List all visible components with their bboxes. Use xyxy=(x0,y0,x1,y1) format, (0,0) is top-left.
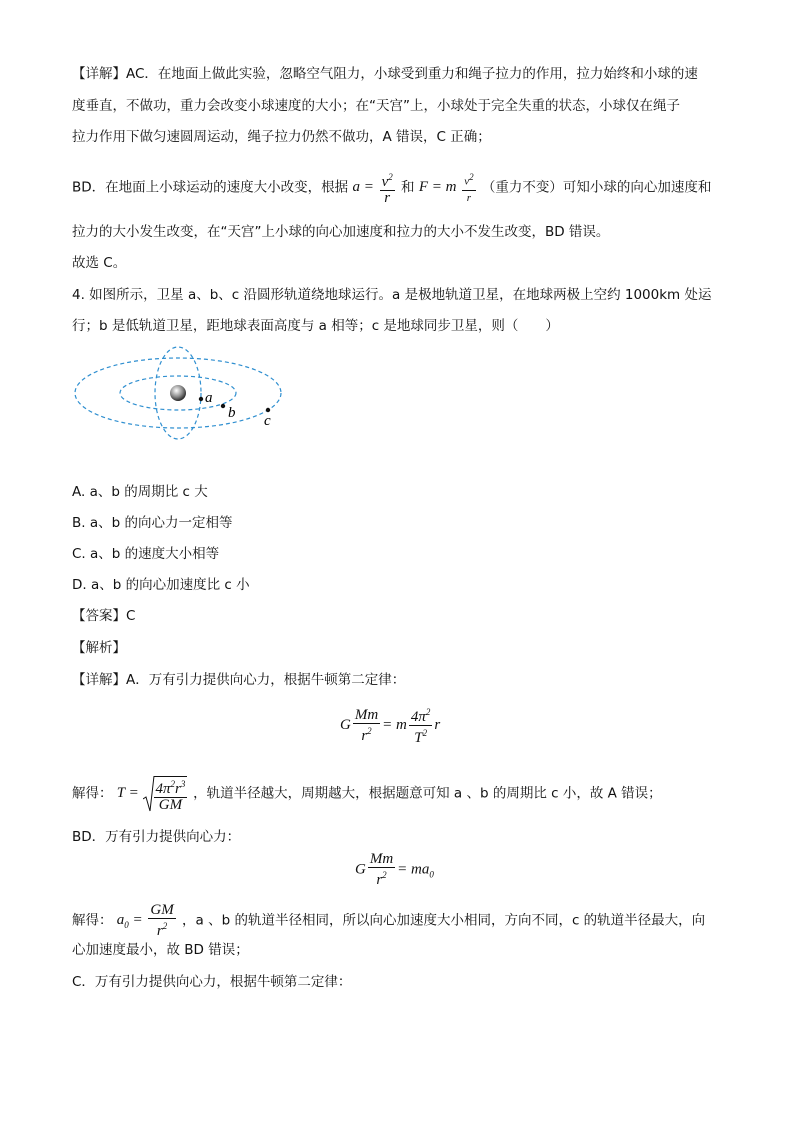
label-b: b xyxy=(228,405,236,421)
label-a: a xyxy=(205,390,213,406)
text-line: 故选 C。 xyxy=(72,255,127,271)
formula-gravity-period: G $\frac{Mm}{r^2}$ = m $\frac{4\pi^2}{T^2}$ r xyxy=(340,706,441,746)
text-line: 【详解】AC．在地面上做此实验，忽略空气阻力，小球受到重力和绳子拉力的作用，拉力始终和小球的速 xyxy=(72,66,698,82)
formula-accel: $a_0$ = $\frac{GM}{r^2}$ xyxy=(116,902,174,939)
text-line: 心加速度最小，故 BD 错误； xyxy=(72,942,249,958)
text-line-with-formula xyxy=(72,170,711,206)
answer-label: 【答案】C xyxy=(72,608,136,624)
satellite-c xyxy=(266,408,270,412)
detail-a-line: 【详解】A．万有引力提供向心力，根据牛顿第二定律： xyxy=(72,672,406,688)
text-segment: ，a 、b 的轨道半径相同，所以向心加速度大小相同，方向不同，c 的轨道半径最大，向 xyxy=(182,912,706,929)
question-stem: 4. 如图所示，卫星 a、b、c 沿圆形轨道绕地球运行。a 是极地轨道卫星，在地球两极上空约 1000km 处运 xyxy=(72,287,712,303)
text-line: 拉力的大小发生改变，在“天宫”上小球的向心加速度和拉力的大小不发生改变，BD 错误。 xyxy=(72,224,610,240)
text-segment: 解得： xyxy=(72,912,113,929)
option-d: D. a、b 的向心加速度比 c 小 xyxy=(72,577,250,593)
formula-a-v2-r: a = $\frac{v^2}{r}$ xyxy=(352,172,393,206)
option-b: B. a、b 的向心力一定相等 xyxy=(72,515,233,531)
formula-gravity-accel: G $\frac{Mm}{r^2}$ = $ma_0$ xyxy=(355,851,434,888)
earth-icon xyxy=(170,385,186,401)
text-segment: BD．在地面上小球运动的速度大小改变，根据 xyxy=(72,179,349,196)
text-segment: 解得： xyxy=(72,785,113,802)
detail-c-line: C．万有引力提供向心力，根据牛顿第二定律： xyxy=(72,974,352,990)
formula-f-mv2-r: F = m $\frac{v^2}{r}$ xyxy=(418,172,474,204)
option-a: A. a、b 的周期比 c 大 xyxy=(72,484,208,500)
detail-bd-line: BD．万有引力提供向心力： xyxy=(72,829,241,845)
satellite-b xyxy=(221,404,225,408)
label-c: c xyxy=(264,413,271,429)
text-line: 拉力作用下做匀速圆周运动，绳子拉力仍然不做功，A 错误，C 正确； xyxy=(72,129,491,145)
analysis-label: 【解析】 xyxy=(72,640,126,656)
solve-period-line xyxy=(72,775,662,813)
option-c: C. a、b 的速度大小相等 xyxy=(72,546,220,562)
text-segment: 和 xyxy=(401,179,415,196)
satellite-a xyxy=(199,397,203,401)
orbit-diagram xyxy=(70,345,290,445)
text-segment: （重力不变）可知小球的向心加速度和 xyxy=(481,179,712,196)
text-segment: ，轨道半径越大，周期越大，根据题意可知 a 、b 的周期比 c 小，故 A 错误； xyxy=(193,785,662,802)
solve-accel-line xyxy=(72,903,705,939)
question-stem: 行；b 是低轨道卫星，距地球表面高度与 a 相等；c 是地球同步卫星，则（ ） xyxy=(72,318,559,334)
formula-period-sqrt: T = $\frac{4\pi^2r^3}{GM}$ xyxy=(117,785,193,801)
text-line: 度垂直，不做功，重力会改变小球速度的大小；在“天宫”上，小球处于完全失重的状态，小球仅在绳子 xyxy=(72,98,680,114)
